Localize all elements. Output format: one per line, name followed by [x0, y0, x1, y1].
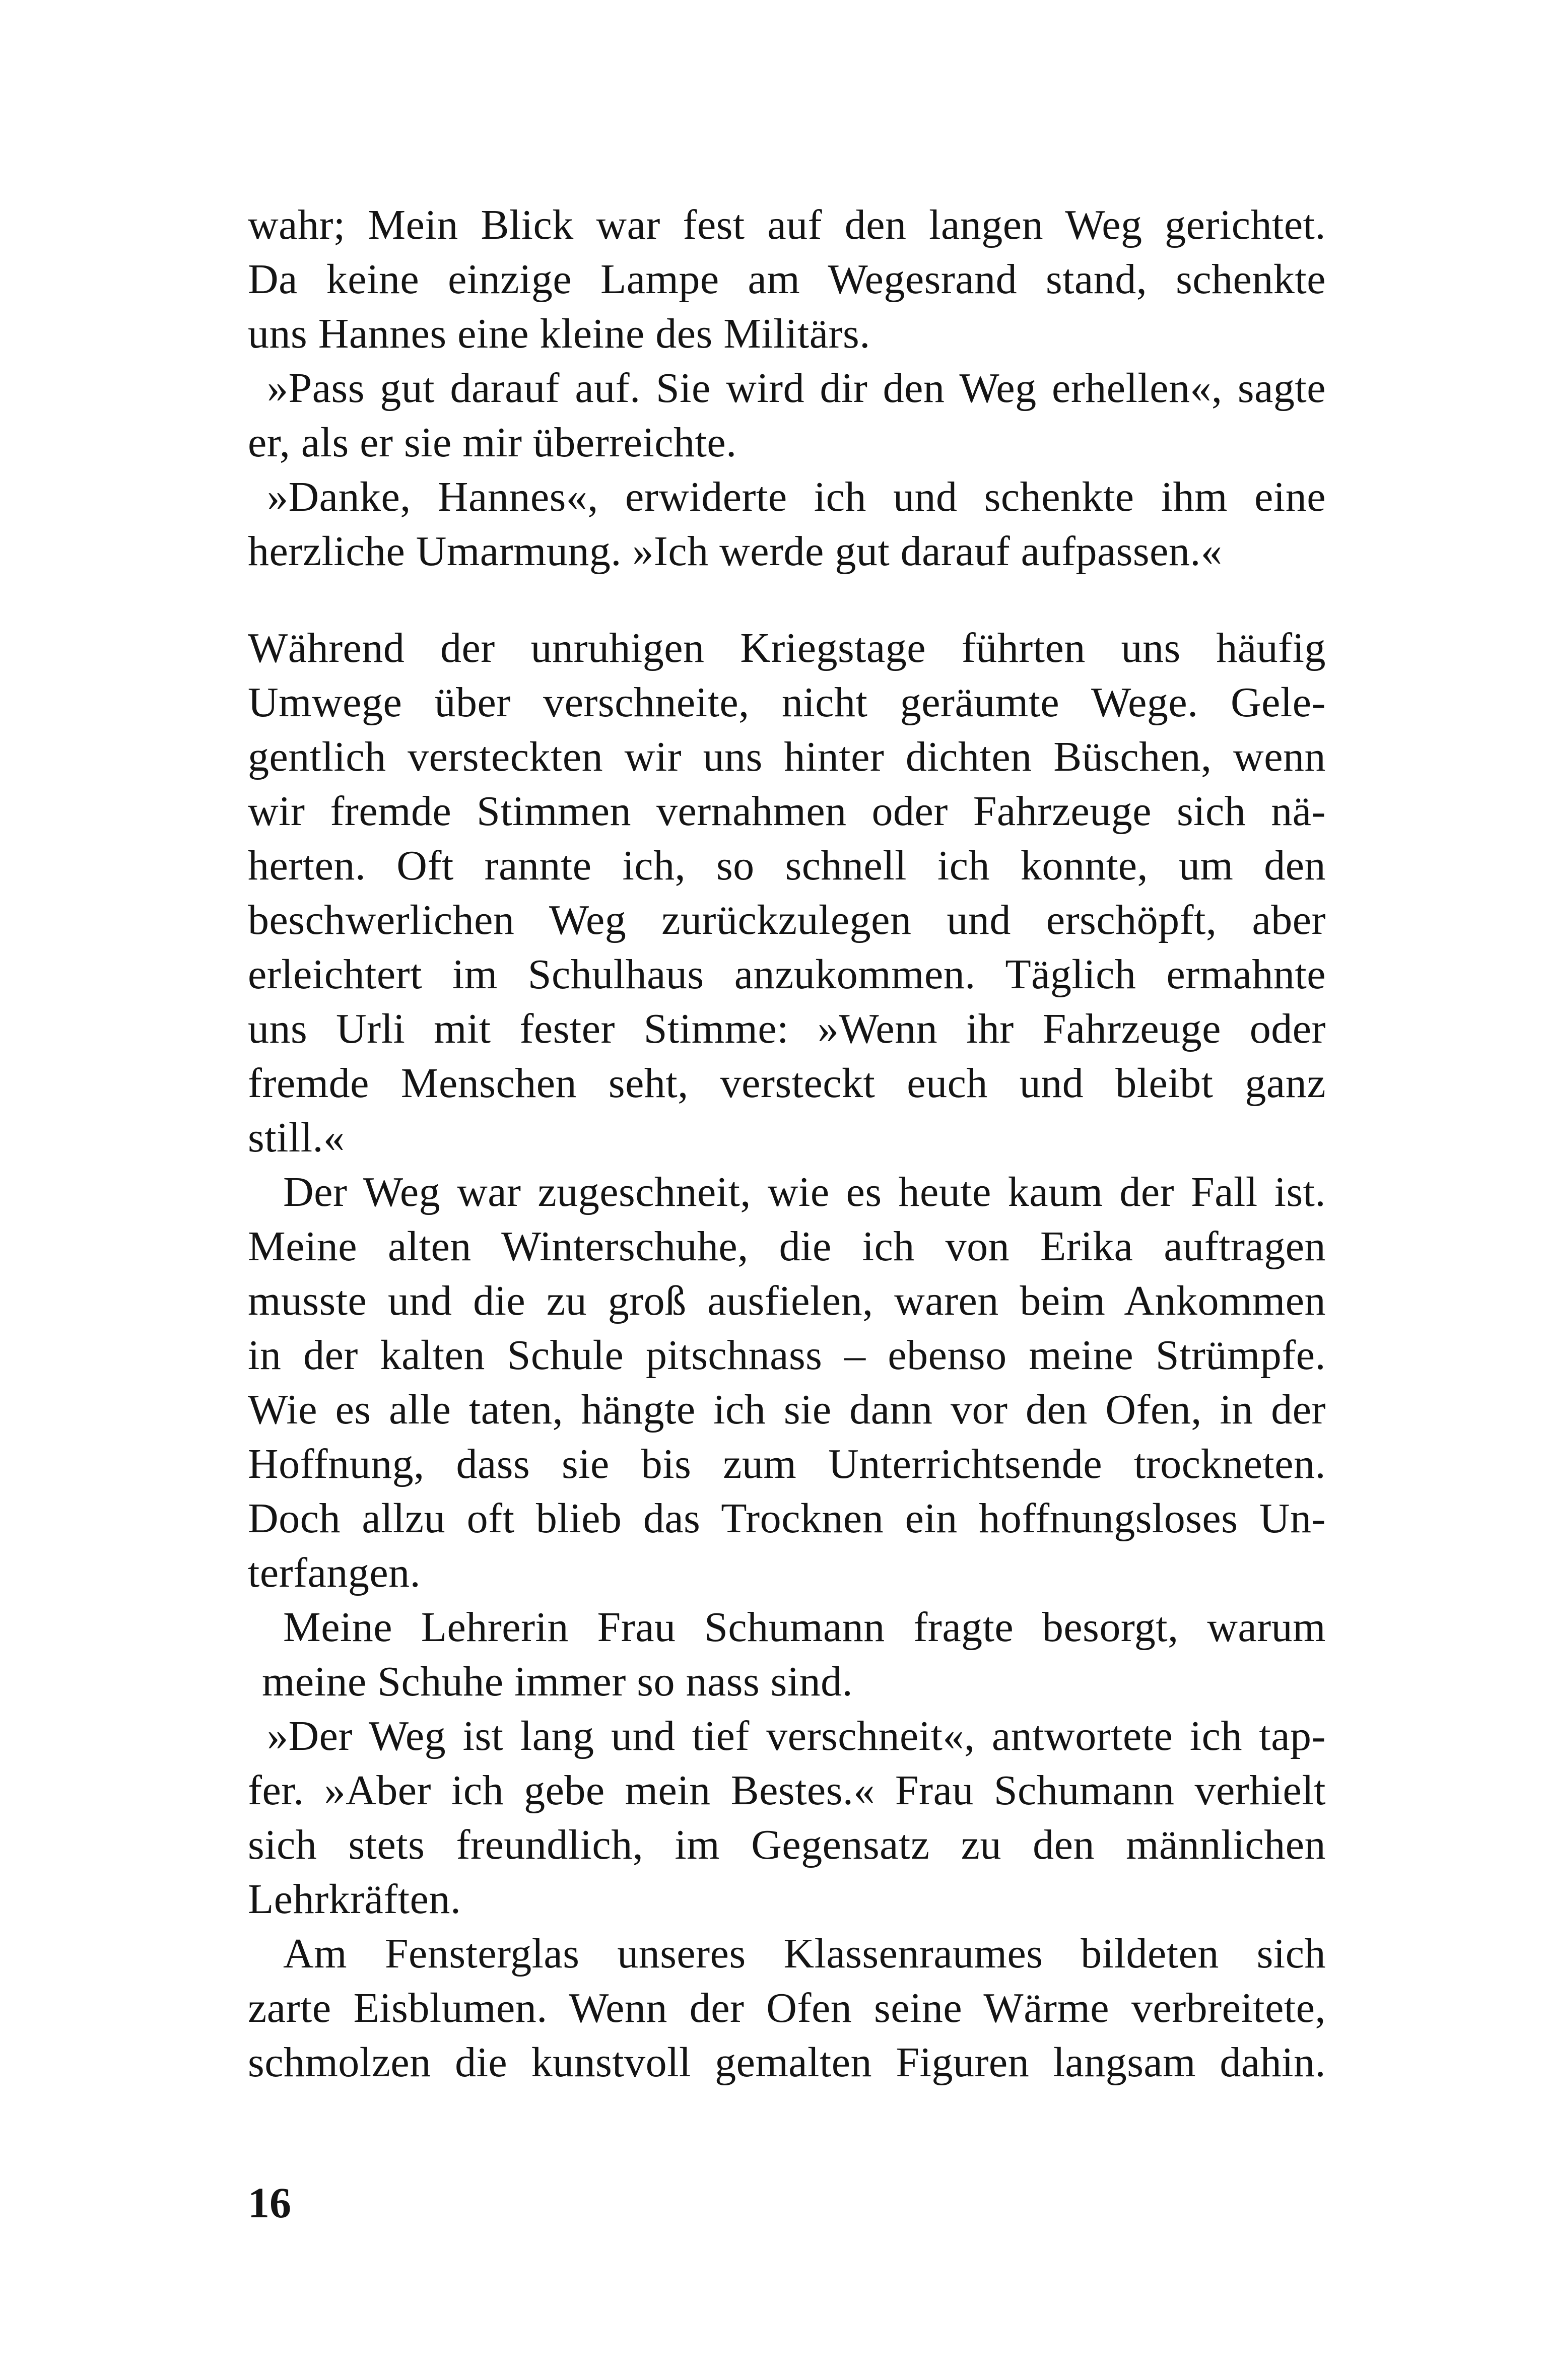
- text-line: in der kalten Schule pitschnass – ebenso meine Strümpfe.: [248, 1332, 1326, 1379]
- text-line: meine Schuhe immer so nass sind.: [262, 1658, 853, 1705]
- text-line: uns Urli mit fester Stimme: »Wenn ihr Fahrzeuge oder: [248, 1005, 1326, 1052]
- text-line: Der Weg war zugeschneit, wie es heute kaum der Fall ist.: [283, 1169, 1326, 1215]
- text-line: Während der unruhigen Kriegstage führten uns häufig: [248, 625, 1326, 671]
- text-line: fremde Menschen seht, versteckt euch und bleibt ganz: [248, 1060, 1326, 1107]
- text-line: »Pass gut darauf auf. Sie wird dir den Weg erhellen«, sagte: [267, 365, 1326, 412]
- text-line: herten. Oft rannte ich, so schnell ich konnte, um den: [248, 842, 1326, 889]
- text-line: Hoffnung, dass sie bis zum Unterrichtsende trockneten.: [248, 1441, 1326, 1487]
- text-line: Am Fensterglas unseres Klassenraumes bildeten sich: [283, 1930, 1326, 1977]
- text-line: »Danke, Hannes«, erwiderte ich und schenkte ihm eine: [267, 473, 1326, 520]
- text-line: Wie es alle taten, hängte ich sie dann vor den Ofen, in der: [248, 1386, 1326, 1433]
- page-number: 16: [248, 2179, 291, 2227]
- text-line: fer. »Aber ich gebe mein Bestes.« Frau Schumann verhielt: [248, 1767, 1326, 1814]
- text-line: »Der Weg ist lang und tief verschneit«, antwortete ich tap-: [267, 1713, 1326, 1759]
- text-line: still.«: [248, 1114, 345, 1161]
- text-line: beschwerlichen Weg zurückzulegen und erschöpft, aber: [248, 897, 1326, 943]
- text-line: herzliche Umarmung. »Ich werde gut darauf aufpassen.«: [248, 528, 1223, 575]
- text-line: er, als er sie mir überreichte.: [248, 419, 737, 466]
- text-line: terfangen.: [248, 1549, 421, 1596]
- text-line: Da keine einzige Lampe am Wegesrand stand, schenkte: [248, 256, 1326, 303]
- text-line: schmolzen die kunstvoll gemalten Figuren langsam dahin.: [248, 2039, 1326, 2086]
- text-line: wahr; Mein Blick war fest auf den langen Weg gerichtet.: [248, 201, 1326, 248]
- text-line: musste und die zu groß ausfielen, waren beim Ankommen: [248, 1277, 1326, 1324]
- text-line: Lehrkräften.: [248, 1876, 461, 1923]
- text-line: gentlich versteckten wir uns hinter dichten Büschen, wenn: [248, 733, 1326, 780]
- text-line: zarte Eisblumen. Wenn der Ofen seine Wärme verbreitete,: [248, 1985, 1326, 2031]
- text-line: wir fremde Stimmen vernahmen oder Fahrzeuge sich nä-: [248, 788, 1326, 835]
- text-line: erleichtert im Schulhaus anzukommen. Täglich ermahnte: [248, 951, 1326, 998]
- text-line: Meine alten Winterschuhe, die ich von Erika auftragen: [248, 1223, 1326, 1270]
- text-line: sich stets freundlich, im Gegensatz zu den männlichen: [248, 1821, 1326, 1868]
- text-line: Umwege über verschneite, nicht geräumte Wege. Gele-: [248, 679, 1326, 726]
- text-line: Doch allzu oft blieb das Trocknen ein hoffnungsloses Un-: [248, 1495, 1326, 1542]
- text-line: uns Hannes eine kleine des Militärs.: [248, 310, 870, 357]
- text-line: Meine Lehrerin Frau Schumann fragte besorgt, warum: [283, 1604, 1326, 1651]
